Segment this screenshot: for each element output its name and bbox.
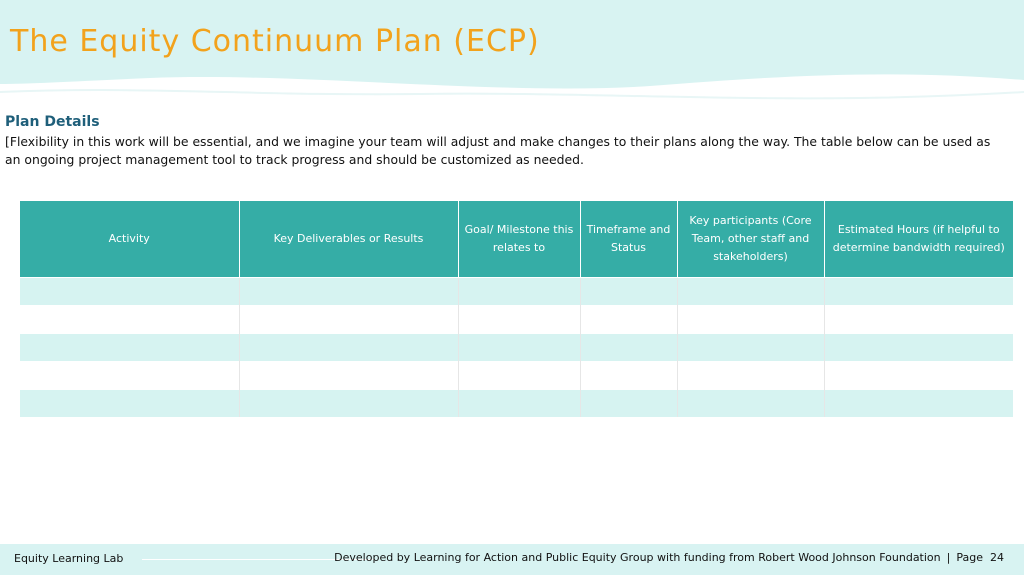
table-cell[interactable] xyxy=(824,334,1013,362)
table-cell[interactable] xyxy=(458,306,580,334)
table-cell[interactable] xyxy=(458,390,580,418)
plan-table xyxy=(20,201,1013,417)
table-row xyxy=(20,390,1013,418)
table-cell[interactable] xyxy=(580,334,677,362)
table-cell[interactable] xyxy=(20,306,239,334)
footer-credit-block xyxy=(334,551,1004,564)
table-cell[interactable] xyxy=(20,362,239,390)
table-cell[interactable] xyxy=(20,334,239,362)
table-cell[interactable] xyxy=(580,278,677,306)
table-cell[interactable] xyxy=(824,278,1013,306)
table-cell[interactable] xyxy=(20,278,239,306)
table-cell[interactable] xyxy=(677,390,824,418)
footer-credit: Developed by Learning for Action and Public Equity Group with funding from Robert Wood Johnson Foundation xyxy=(334,551,941,564)
table-row xyxy=(20,278,1013,306)
table-cell[interactable] xyxy=(677,362,824,390)
table-cell[interactable] xyxy=(677,278,824,306)
table-cell[interactable] xyxy=(677,306,824,334)
column-header-deliverables: Key Deliverables or Results xyxy=(239,201,458,278)
table-cell[interactable] xyxy=(580,362,677,390)
page-number: 24 xyxy=(990,551,1004,564)
column-header-timeframe: Timeframe and Status xyxy=(580,201,677,278)
column-header-participants: Key participants (Core Team, other staff and stakeholders) xyxy=(677,201,824,278)
table-row xyxy=(20,334,1013,362)
table-cell[interactable] xyxy=(824,362,1013,390)
footer-separator: | xyxy=(946,551,951,564)
table-row xyxy=(20,362,1013,390)
table-cell[interactable] xyxy=(239,278,458,306)
table-cell[interactable] xyxy=(239,390,458,418)
footer-org: Equity Learning Lab xyxy=(14,552,124,565)
table-cell[interactable] xyxy=(239,306,458,334)
table-cell[interactable] xyxy=(580,390,677,418)
table-cell[interactable] xyxy=(824,306,1013,334)
page-footer xyxy=(0,544,1024,575)
table-cell[interactable] xyxy=(580,306,677,334)
section-description: [Flexibility in this work will be essential, and we imagine your team will adjust and make changes to their plans along the way. The table below can be used as an ongoing project management tool to track progress and should be customized as needed. xyxy=(5,134,991,167)
table-cell[interactable] xyxy=(239,334,458,362)
footer-page-label: Page xyxy=(956,551,983,564)
table-cell[interactable] xyxy=(239,362,458,390)
table-header-row xyxy=(20,201,1013,278)
table-row xyxy=(20,306,1013,334)
column-header-goal: Goal/ Milestone this relates to xyxy=(458,201,580,278)
table-cell[interactable] xyxy=(458,334,580,362)
column-header-activity: Activity xyxy=(20,201,239,278)
table-cell[interactable] xyxy=(677,334,824,362)
table-cell[interactable] xyxy=(824,390,1013,418)
column-header-hours: Estimated Hours (if helpful to determine bandwidth required) xyxy=(824,201,1013,278)
table-cell[interactable] xyxy=(458,362,580,390)
page-title: The Equity Continuum Plan (ECP) xyxy=(10,24,540,59)
header-banner xyxy=(0,0,1024,110)
table-cell[interactable] xyxy=(20,390,239,418)
section-heading: Plan Details xyxy=(5,114,100,130)
table-cell[interactable] xyxy=(458,278,580,306)
